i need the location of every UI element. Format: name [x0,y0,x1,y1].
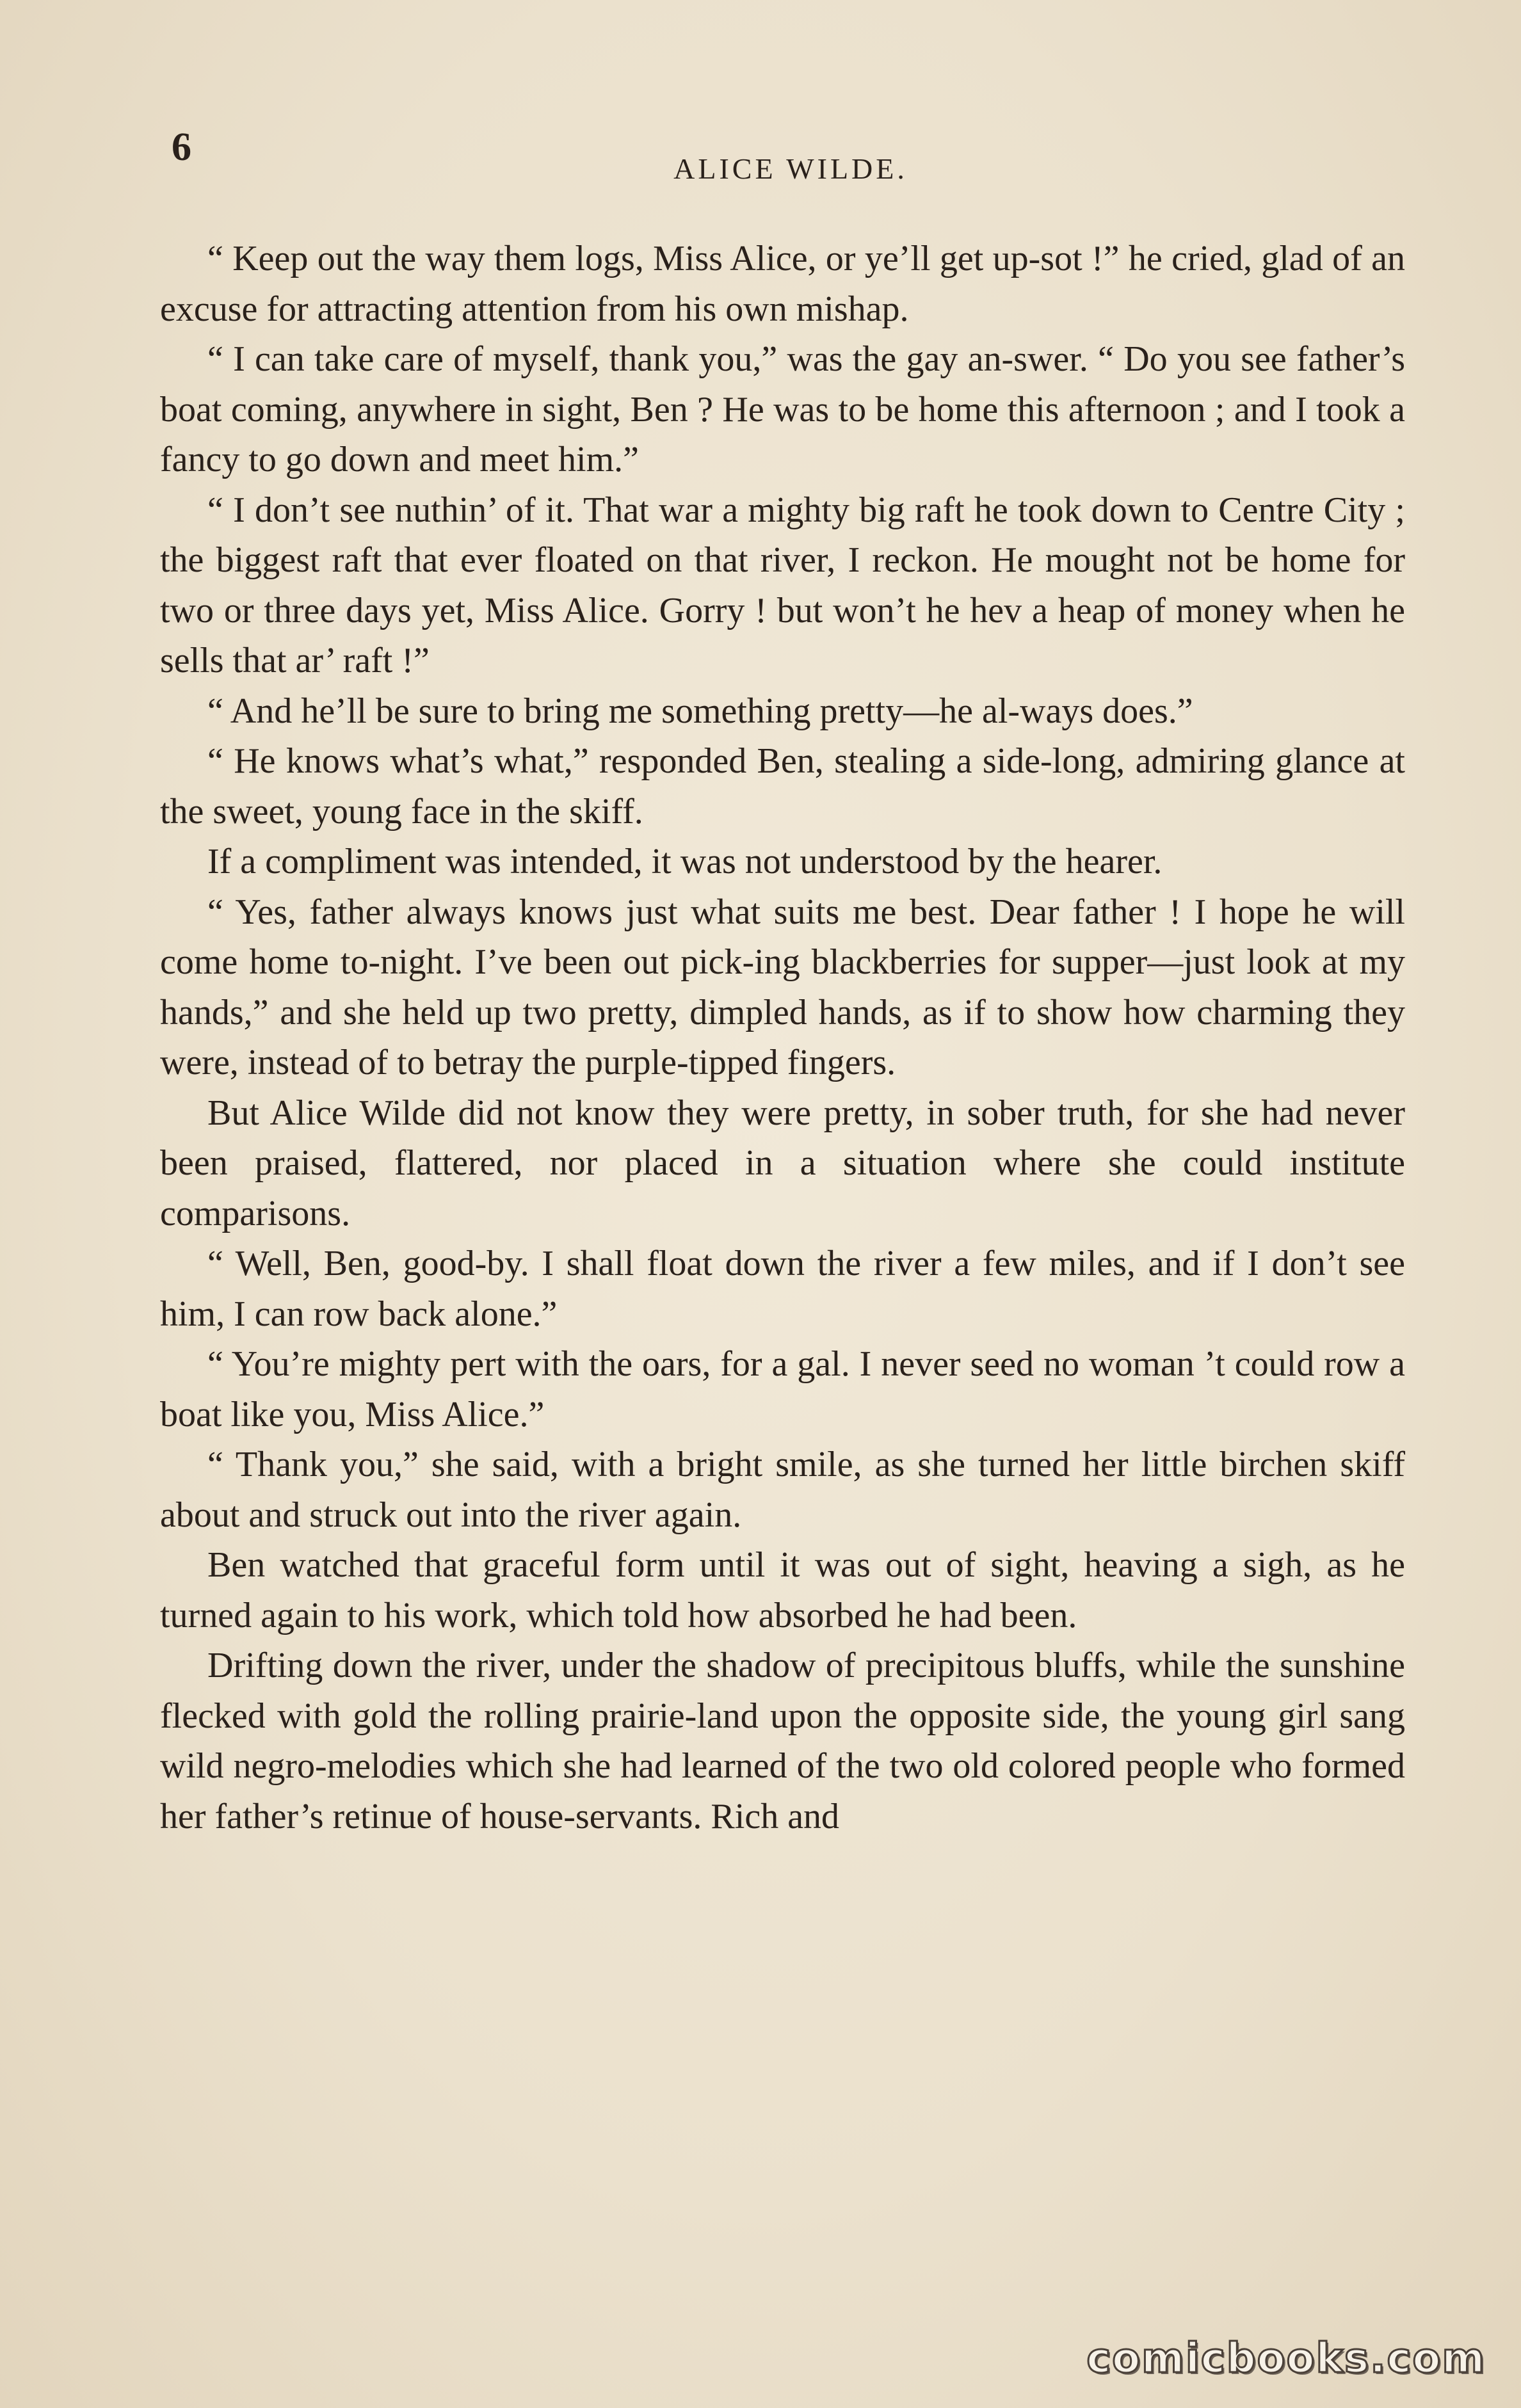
watermark: comicbooks.com [1086,2335,1486,2382]
page-header [166,125,1415,185]
paragraph: “ You’re mighty pert with the oars, for a gal. I never seed no woman ’t could row a boat like you, Miss Alice.” [160,1344,1405,1434]
running-head: ALICE WILDE. [673,152,908,185]
page-number: 6 [172,125,191,169]
paragraph: “ He knows what’s what,” responded Ben, stealing a side-long, admiring glance at the sweet, young face in the skiff. [160,741,1405,831]
paragraph: Ben watched that graceful form until it was out of sight, heaving a sigh, as he turned again to his work, which told how absorbed he had been. [160,1545,1405,1635]
paragraph: “ Keep out the way them logs, Miss Alice, or ye’ll get up-sot !” he cried, glad of an excuse for attracting attention from his own mishap. [160,239,1405,329]
paragraph: But Alice Wilde did not know they were pretty, in sober truth, for she had never been praised, flattered, nor placed in a situation where she could institute comparisons. [160,1093,1405,1233]
paragraph: “ Yes, father always knows just what suits me best. Dear father ! I hope he will come home to-night. I’ve been out pick-ing blackberries for supper—just look at my hands,” and she held up two pretty, dimpled hands, as if to show how charming they were, instead of to betray the purple-tipped fingers. [160,892,1405,1082]
body-text [160,234,1405,1842]
paragraph: “ And he’ll be sure to bring me something pretty—he al-ways does.” [207,691,1193,731]
paragraph: If a compliment was intended, it was not understood by the hearer. [207,842,1163,881]
paragraph: Drifting down the river, under the shadow of precipitous bluffs, while the sunshine flecked with gold the rolling prairie-land upon the opposite side, the young girl sang wild negro-melodies which she had learned of the two old colored people who formed her father’s retinue of house-servants. Rich and [160,1646,1405,1836]
paragraph: “ I can take care of myself, thank you,” was the gay an-swer. “ Do you see father’s boat coming, anywhere in sight, Ben ? He was to be home this afternoon ; and I took a fancy to go down and meet him.” [160,339,1405,479]
paragraph: “ Well, Ben, good-by. I shall float down the river a few miles, and if I don’t see him, I can row back alone.” [160,1244,1405,1334]
paragraph: “ I don’t see nuthin’ of it. That war a mighty big raft he took down to Centre City ; the biggest raft that ever floated on that river, I reckon. He mought not be home for two or three days yet, Miss Alice. Gorry ! but won’t he hev a heap of money when he sells that ar’ raft !” [160,490,1405,680]
paragraph: “ Thank you,” she said, with a bright smile, as she turned her little birchen skiff about and struck out into the river again. [160,1445,1405,1535]
